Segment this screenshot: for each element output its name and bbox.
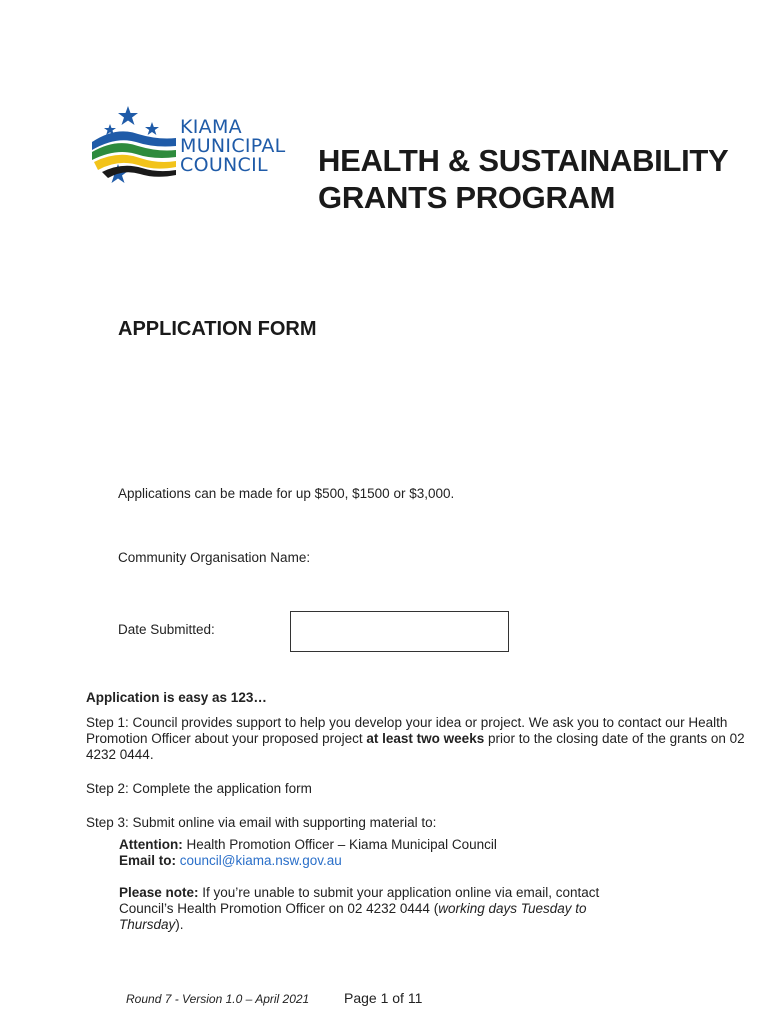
note-text-a: If you’re unable to submit your application online via email, contact Council’s Health Promotion Officer on 02 4232 0444 ( bbox=[119, 885, 600, 916]
step-1-bold: at least two weeks bbox=[366, 731, 485, 746]
steps-heading: Application is easy as 123… bbox=[86, 690, 267, 705]
step-1-text-b: prior to the closing date of the grants on 02 4232 0444. bbox=[86, 731, 745, 762]
logo-line-2: MUNICIPAL bbox=[180, 135, 286, 157]
logo-emblem-icon bbox=[88, 104, 180, 190]
step-1 bbox=[86, 715, 746, 763]
instructions-section bbox=[86, 690, 746, 933]
date-submitted-field[interactable] bbox=[290, 611, 509, 652]
footer-version: Round 7 - Version 1.0 – April 2021 bbox=[126, 992, 310, 1006]
org-name-label: Community Organisation Name: bbox=[118, 550, 311, 565]
email-line bbox=[86, 853, 746, 869]
footer-page-number: Page 1 of 11 bbox=[344, 990, 423, 1006]
attention-label: Attention: bbox=[119, 837, 183, 852]
logo-line-3: COUNCIL bbox=[180, 154, 268, 176]
attention-line bbox=[86, 837, 746, 853]
date-submitted-label: Date Submitted: bbox=[118, 622, 215, 637]
page-title bbox=[318, 142, 728, 216]
note-text-b: ). bbox=[175, 917, 184, 932]
form-subtitle: APPLICATION FORM bbox=[118, 318, 317, 340]
note-italic: working days Tuesday to Thursday bbox=[119, 901, 587, 932]
intro-text: Applications can be made for up $500, $1500 or $3,000. bbox=[118, 486, 455, 501]
logo-line-1: KIAMA bbox=[180, 116, 242, 138]
title-line-1: HEALTH & SUSTAINABILITY bbox=[318, 143, 729, 178]
attention-value: Health Promotion Officer – Kiama Municipal Council bbox=[182, 837, 497, 852]
title-line-2: GRANTS PROGRAM bbox=[318, 180, 616, 215]
step-3: Step 3: Submit online via email with supporting material to: bbox=[86, 815, 437, 830]
step-2: Step 2: Complete the application form bbox=[86, 781, 312, 796]
note-label: Please note: bbox=[119, 885, 199, 900]
logo-wordmark bbox=[180, 118, 286, 175]
step-1-text-a: Step 1: Council provides support to help you develop your idea or project. We ask you to contact our Health Promotion Officer about your proposed project bbox=[86, 715, 728, 746]
please-note bbox=[86, 885, 639, 933]
email-link[interactable]: council@kiama.nsw.gov.au bbox=[179, 853, 342, 868]
email-label: Email to: bbox=[119, 853, 177, 868]
